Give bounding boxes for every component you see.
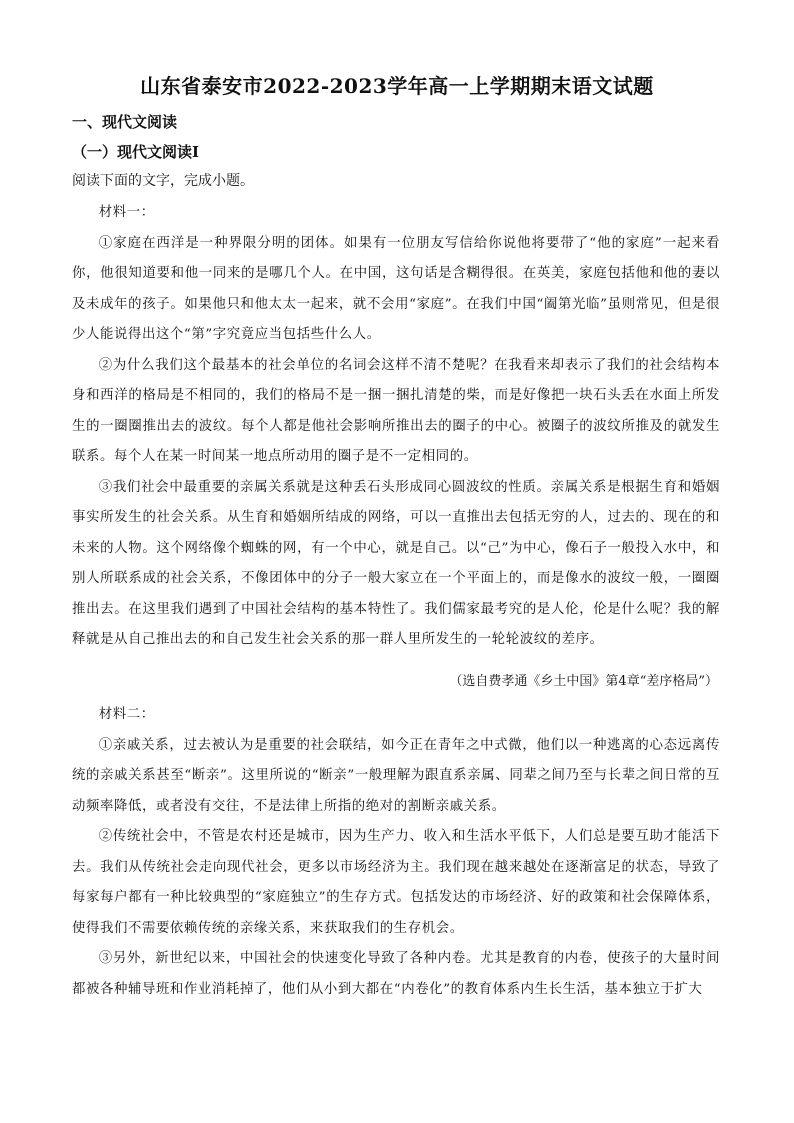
section-heading: 一、现代文阅读 — [72, 113, 178, 131]
material1-block — [72, 198, 720, 656]
material2-paragraph-3: ③另外，新世纪以来，中国社会的快速变化导致了各种内卷。尤其是教育的内卷，使孩子的大量时间都被各种辅导班和作业消耗掉了，他们从小到大都在“内卷化”的教育体系内生长生活，基本独立于扩大 — [72, 951, 720, 997]
material1-paragraph-3: ③我们社会中最重要的亲属关系就是这种丢石头形成同心圆波纹的性质。亲属关系是根据生育和婚姻事实所发生的社会关系。从生育和婚姻所结成的网络，可以一直推出去包括无穷的人，过去的、现在的和未来的人物。这个网络像个蜘蛛的网，有一个中心，就是自己。以“己”为中心，像石子一般投入水中，和别人所联系成的社会关系，不像团体中的分子一般大家立在一个平面上的，而是像水的波纹一般，一圈圈推出去。在这里我们遇到了中国社会结构的基本特性了。我们儒家最考究的是人伦，伦是什么呢？我的解释就是从自己推出去的和自己发生社会关系的那一群人里所发生的一轮轮波纹的差序。 — [72, 479, 720, 647]
material2-block — [72, 700, 720, 1005]
subsection-heading: （一）现代文阅读Ⅰ — [72, 143, 200, 161]
material1-paragraph-2: ②为什么我们这个最基本的社会单位的名词会这样不清不楚呢？在我看来却表示了我们的社会结构本身和西洋的格局是不相同的，我们的格局不是一捆一捆扎清楚的柴，而是好像把一块石头丢在水面上所发生的一圈圈推出去的波纹。每个人都是他社会影响所推出去的圈子的中心。被圈子的波纹所推及的就发生联系。每个人在某一时间某一地点所动用的圈子是不一定相同的。 — [72, 357, 720, 464]
instruction-text: 阅读下面的文字，完成小题。 — [72, 173, 254, 189]
material1-source: （选自费孝通《乡土中国》第4章“差序格局”） — [449, 674, 718, 689]
material2-paragraph-1: ①亲戚关系，过去被认为是重要的社会联结，如今正在青年之中式微，他们以一种逃离的心态远离传统的亲戚关系甚至“断亲”。这里所说的“断亲”一般理解为跟直系亲属、同辈之间乃至与长辈之间日常的互动频率降低，或者没有交往，不是法律上所指的绝对的割断亲戚关系。 — [72, 737, 720, 814]
material2-label: 材料二： — [98, 707, 155, 722]
material1-label: 材料一： — [98, 205, 155, 220]
material1-paragraph-1: ①家庭在西洋是一种界限分明的团体。如果有一位朋友写信给你说他将要带了“他的家庭”一起来看你，他很知道要和他一同来的是哪几个人。在中国，这句话是含糊得很。在英美，家庭包括他和他的妻以及未成年的孩子。如果他只和他太太一起来，就不会用“家庭”。在我们中国“阖第光临”虽则常见，但是很少人能说得出这个“第”字究竟应当包括些什么人。 — [72, 235, 720, 342]
material2-paragraph-2: ②传统社会中，不管是农村还是城市，因为生产力、收入和生活水平低下，人们总是要互助才能活下去。我们从传统社会走向现代社会，更多以市场经济为主。我们现在越来越处在逐渐富足的状态，导致了每家每户都有一种比较典型的“家庭独立”的生存方式。包括发达的市场经济、好的政策和社会保障体系，使得我们不需要依赖传统的亲缘关系，来获取我们的生存机会。 — [72, 829, 720, 936]
page-title: 山东省泰安市2022-2023学年高一上学期期末语文试题 — [140, 74, 654, 98]
